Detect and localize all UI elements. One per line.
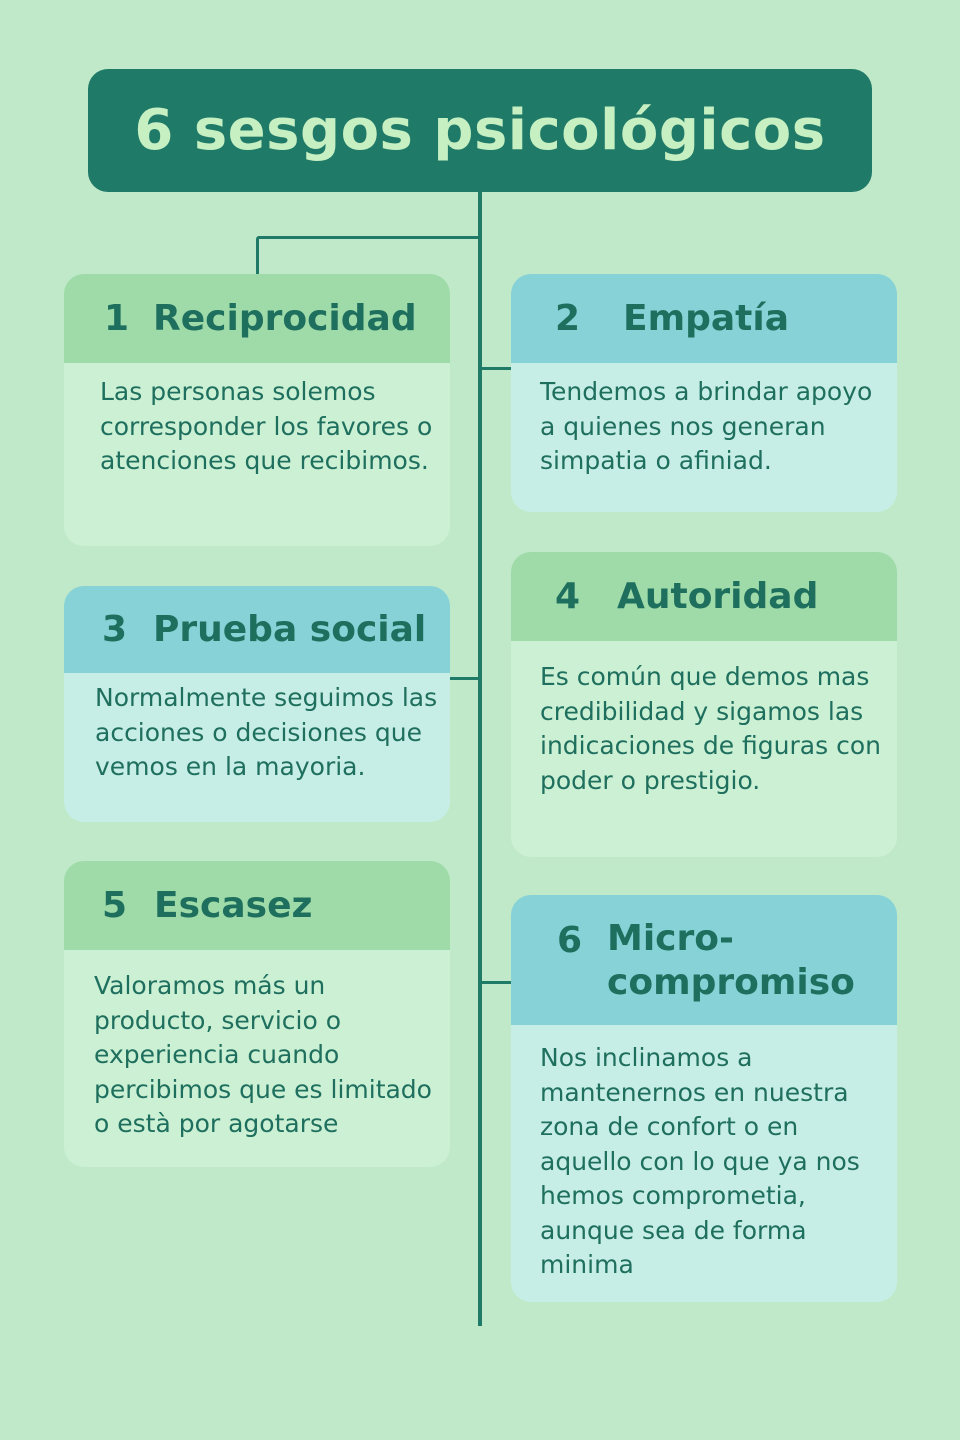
card-text: Nos inclinamos a mantenernos en nuestra zona de confort o en aquello con lo que ya nos hemos comprometia, aunque sea de forma minima [511,1025,897,1302]
connector-2 [480,367,511,370]
card-number: 2 [555,298,581,339]
card-title: Micro-compromiso [607,918,855,1003]
card-header [64,586,450,673]
card-reciprocidad [64,274,450,546]
connector-1-horizontal [258,236,480,239]
card-prueba-social [64,586,450,822]
card-text: Las personas solemos corresponder los favores o atenciones que recibimos. [64,363,450,546]
card-header [511,552,897,641]
card-number: 4 [555,576,581,617]
card-header [64,861,450,950]
card-title: Escasez [154,884,313,926]
card-header [511,895,897,1025]
card-header [511,274,897,363]
card-text: Es común que demos mas credibilidad y sigamos las indicaciones de figuras con poder o prestigio. [511,641,897,857]
card-empatia [511,274,897,512]
card-title: Autoridad [617,575,819,617]
card-micro-compromiso [511,895,897,1302]
card-number: 6 [557,920,583,961]
title-banner [88,69,872,192]
card-number: 1 [104,298,130,339]
card-autoridad [511,552,897,857]
card-escasez [64,861,450,1167]
main-vertical-line [478,192,482,1326]
card-text: Tendemos a brindar apoyo a quienes nos generan simpatia o afiniad. [511,363,897,512]
card-number: 5 [102,885,128,926]
card-text: Valoramos más un producto, servicio o experiencia cuando percibimos que es limitado o està por agotarse [64,950,450,1167]
card-number: 3 [102,609,128,650]
page-title: 6 sesgos psicológicos [134,98,826,163]
card-title: Empatía [623,297,790,339]
card-title: Reciprocidad [153,297,417,339]
connector-6 [480,981,511,984]
card-text: Normalmente seguimos las acciones o decisiones que vemos en la mayoria. [64,673,450,822]
connector-3 [449,677,480,680]
connector-1-vertical [256,236,259,276]
card-header [64,274,450,363]
card-title: Prueba social [153,608,427,650]
